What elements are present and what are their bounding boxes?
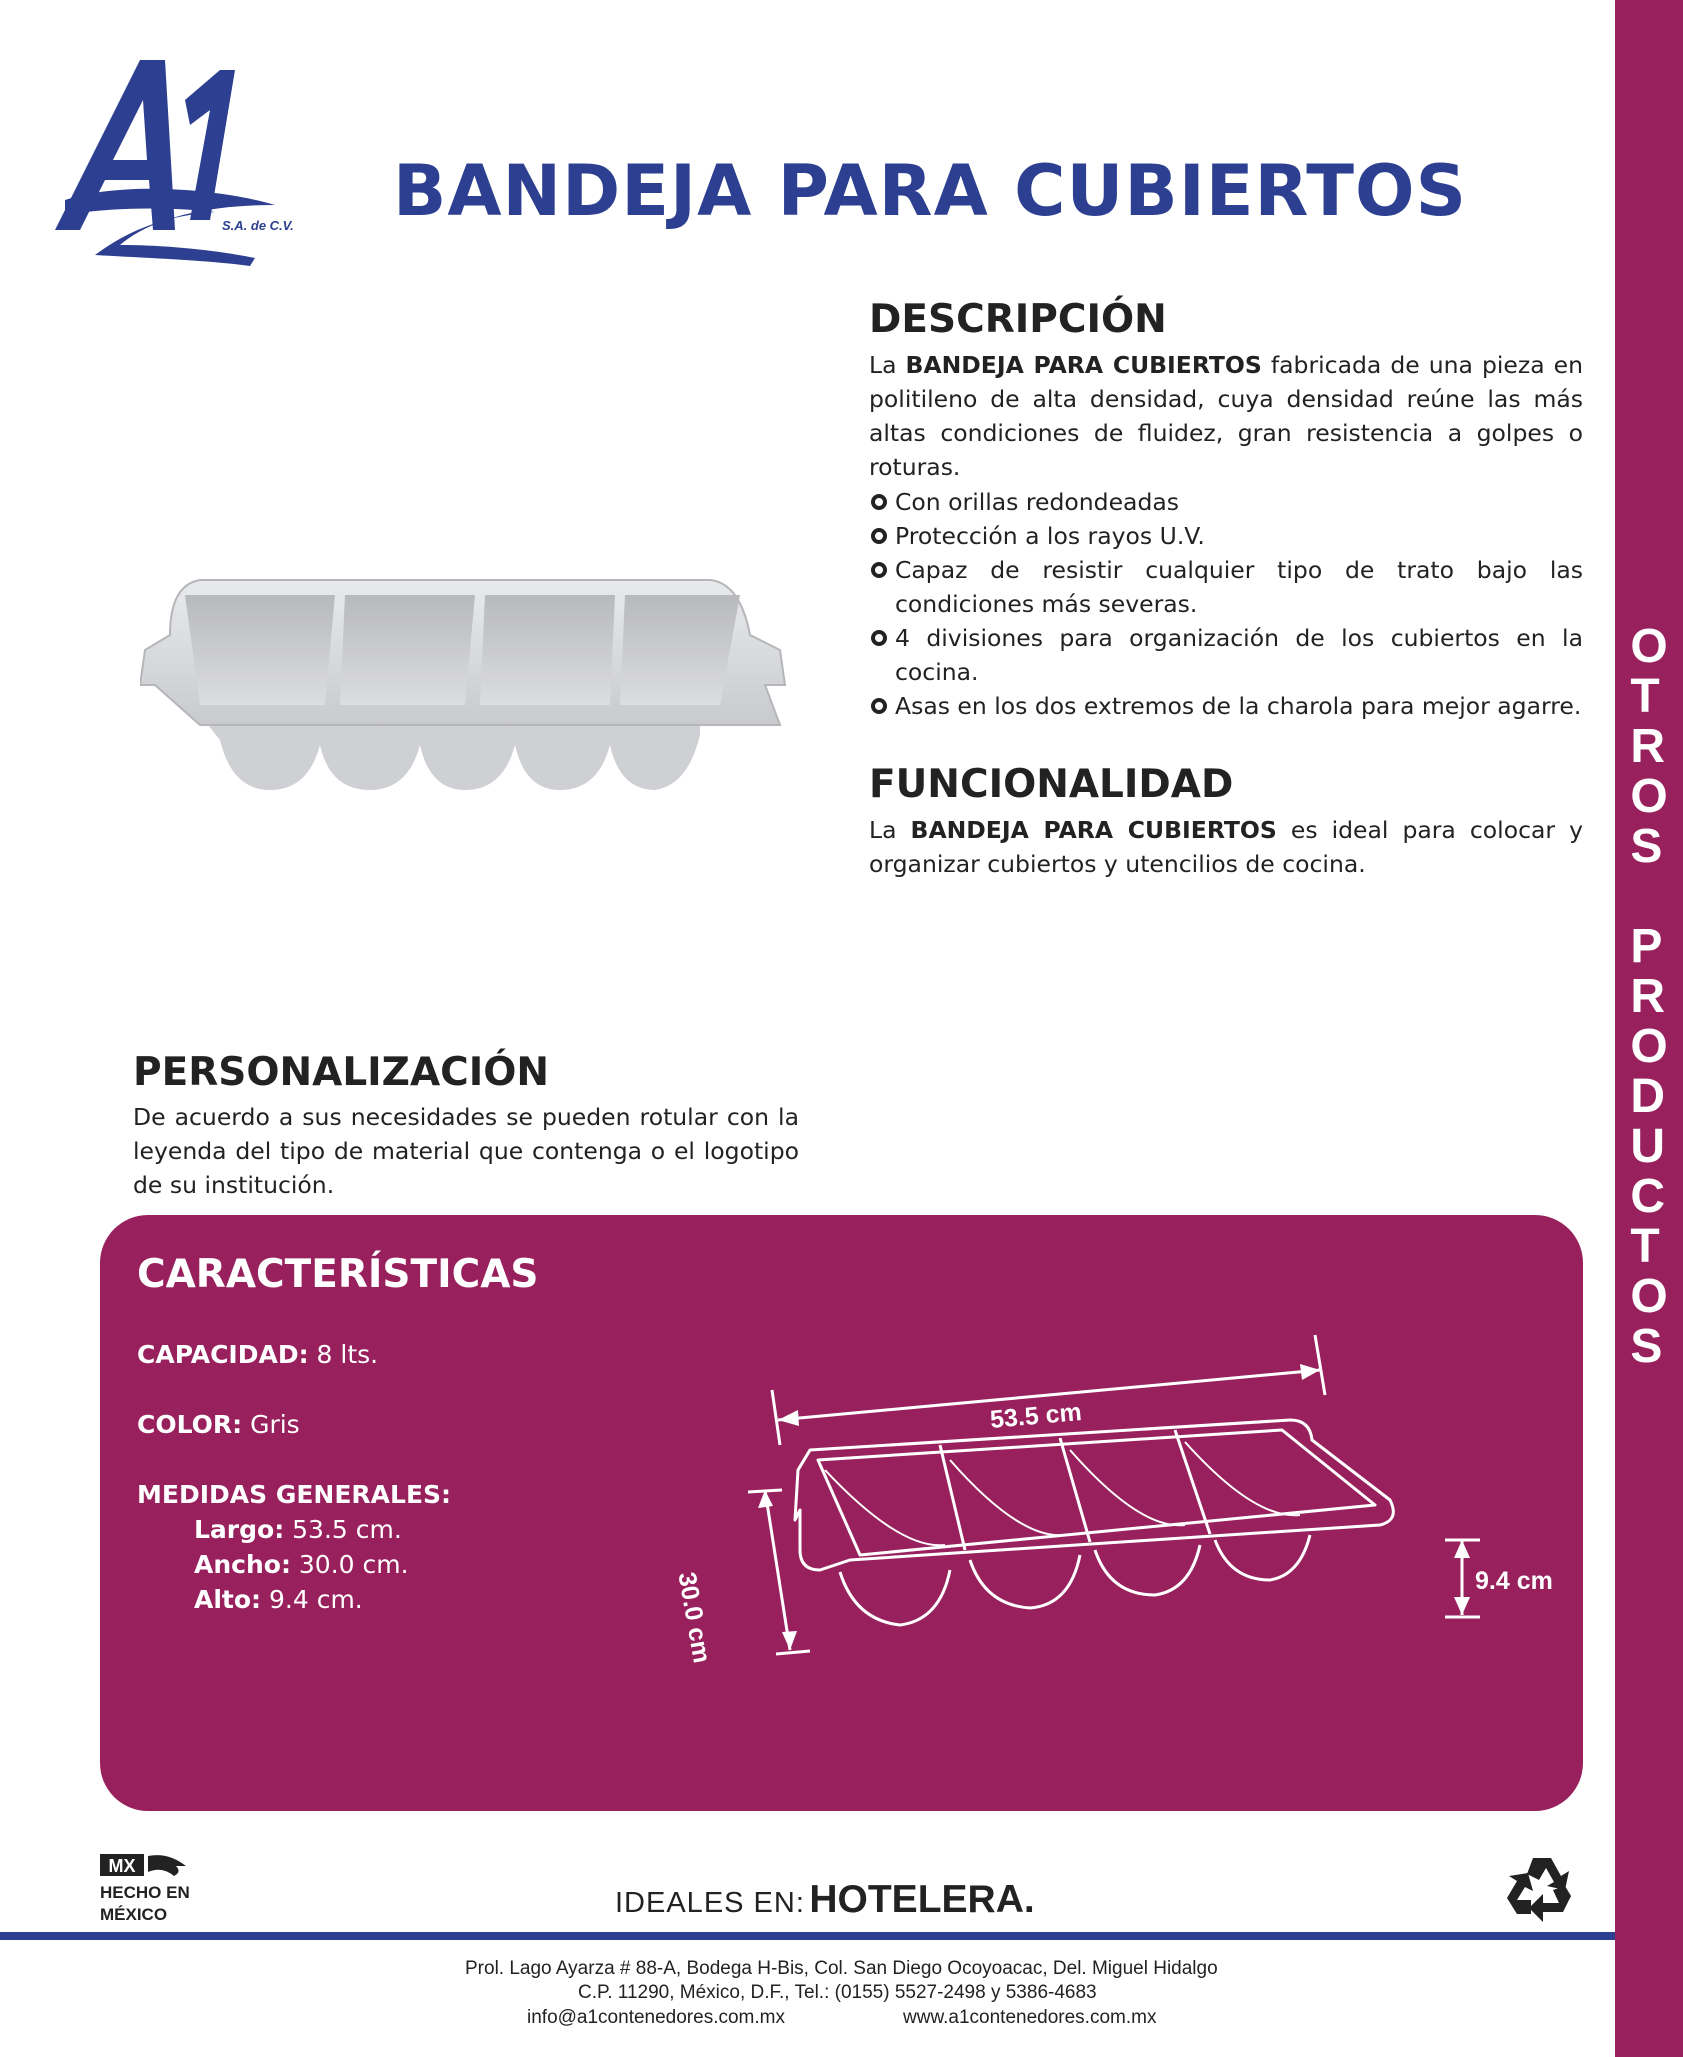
side-band-text (1615, 622, 1683, 1372)
side-band-letter: O (1630, 1270, 1668, 1323)
personalizacion-text: De acuerdo a sus necesidades se pueden rotular con la leyenda del tipo de material que contenga o el logotipo de su institución. (133, 1103, 799, 1199)
list-item-text: Protección a los rayos U.V. (895, 522, 1205, 550)
footer-email[interactable]: info@a1contenedores.com.mx (527, 2007, 785, 2028)
footer-address-2: C.P. 11290, México, D.F., Tel.: (0155) 5527-2498 y 5386-4683 (578, 1982, 1097, 2003)
bullet-icon (871, 528, 887, 544)
footer-address-1: Prol. Lago Ayarza # 88-A, Bodega H-Bis, Col. San Diego Ocoyoacac, Del. Miguel Hidalgo (465, 1958, 1218, 1979)
footer-divider (0, 1932, 1615, 1940)
alto-value: 9.4 cm. (261, 1585, 363, 1614)
tray-dimension-diagram (700, 1320, 1580, 1720)
side-band-letter: R (1630, 970, 1665, 1023)
descripcion-text (869, 348, 1583, 484)
funcionalidad-prefix: La (869, 816, 911, 844)
badge-hecho-en: HECHO EN (100, 1883, 190, 1902)
height-dimension-label: 9.4 cm (1475, 1567, 1553, 1595)
largo-label: Largo: (194, 1515, 285, 1544)
side-band-letter: O (1630, 620, 1668, 673)
a1-logo (45, 30, 315, 300)
bullet-icon (871, 562, 887, 578)
largo-line (194, 1515, 402, 1544)
bullet-icon (871, 494, 887, 510)
side-band-letter: P (1630, 920, 1663, 973)
recycle-icon (1503, 1850, 1583, 1925)
length-dimension-label: 53.5 cm (988, 1398, 1083, 1434)
list-item (869, 485, 1583, 519)
side-band-letter: O (1630, 770, 1668, 823)
side-band-letter: S (1630, 820, 1663, 873)
side-word-productos (1630, 922, 1667, 1372)
ancho-label: Ancho: (194, 1550, 291, 1579)
width-dimension-label: 30.0 cm (672, 1570, 716, 1666)
color-label: COLOR: (137, 1410, 243, 1439)
color-value: Gris (242, 1410, 300, 1439)
personalizacion-heading: PERSONALIZACIÓN (133, 1050, 550, 1095)
ancho-value: 30.0 cm. (290, 1550, 409, 1579)
ideales-label: IDEALES EN: (615, 1887, 805, 1919)
list-item (869, 519, 1583, 553)
tray-product-photo (140, 575, 800, 815)
ancho-line (194, 1550, 409, 1579)
descripcion-prefix: La (869, 351, 906, 379)
side-band-letter: O (1630, 1020, 1668, 1073)
side-band-letter: D (1630, 1070, 1665, 1123)
list-item-text: Con orillas redondeadas (895, 488, 1180, 516)
funcionalidad-body: es ideal para colocar y organizar cubiertos y utencilios de cocina. (869, 816, 1583, 878)
alto-line (194, 1585, 363, 1614)
color-line (137, 1410, 300, 1439)
badge-mx: MX (108, 1856, 136, 1876)
descripcion-product-name: BANDEJA PARA CUBIERTOS (905, 351, 1262, 379)
funcionalidad-heading: FUNCIONALIDAD (869, 762, 1234, 807)
side-band-letter: T (1630, 1220, 1660, 1273)
capacidad-line (137, 1340, 378, 1369)
page-title: BANDEJA PARA CUBIERTOS (393, 150, 1467, 232)
side-band-letter: C (1630, 1170, 1665, 1223)
side-band-letter: S (1630, 1320, 1663, 1373)
funcionalidad-text (869, 813, 1583, 881)
list-item-text: Capaz de resistir cualquier tipo de trato bajo las condiciones más severas. (895, 556, 1583, 618)
bullet-icon (871, 630, 887, 646)
side-band-letter: T (1630, 670, 1660, 723)
badge-mexico: MÉXICO (100, 1905, 168, 1924)
side-word-otros (1630, 622, 1667, 872)
ideales-value: HOTELERA. (809, 1878, 1035, 1921)
funcionalidad-product-name: BANDEJA PARA CUBIERTOS (910, 816, 1277, 844)
list-item-text: Asas en los dos extremos de la charola para mejor agarre. (895, 692, 1582, 720)
list-item (869, 553, 1583, 621)
bullet-icon (871, 698, 887, 714)
feature-list (869, 485, 1583, 723)
alto-label: Alto: (194, 1585, 262, 1614)
side-band-letter: U (1630, 1120, 1665, 1173)
logo-subtitle: S.A. de C.V. (222, 218, 294, 233)
hecho-en-mexico-badge (98, 1852, 193, 1924)
footer-website[interactable]: www.a1contenedores.com.mx (903, 2007, 1157, 2028)
list-item (869, 621, 1583, 689)
list-item (869, 689, 1583, 723)
descripcion-heading: DESCRIPCIÓN (869, 297, 1167, 342)
ideales-line (615, 1878, 1035, 1922)
side-band-letter: R (1630, 720, 1665, 773)
capacidad-value: 8 lts. (308, 1340, 379, 1369)
medidas-line (137, 1480, 451, 1509)
list-item-text: 4 divisiones para organización de los cubiertos en la cocina. (895, 624, 1583, 686)
medidas-label: MEDIDAS GENERALES: (137, 1480, 452, 1509)
capacidad-label: CAPACIDAD: (137, 1340, 309, 1369)
largo-value: 53.5 cm. (284, 1515, 402, 1544)
caracteristicas-heading: CARACTERÍSTICAS (137, 1252, 539, 1297)
descripcion-body: fabricada de una pieza en politileno de alta densidad, cuya densidad reúne las más altas condiciones de fluidez, gran resistencia a golpes o roturas. (869, 351, 1584, 481)
